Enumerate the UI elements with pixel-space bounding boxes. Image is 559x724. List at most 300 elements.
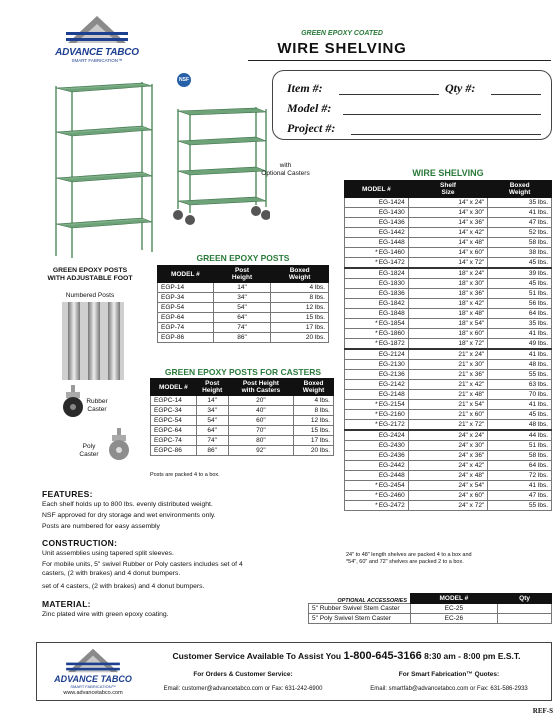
footer-tagline: SMART FABRICATION™ — [70, 684, 116, 689]
weight-cell: 4 lbs. — [294, 396, 334, 406]
casters-caption: with Optional Casters — [261, 162, 310, 177]
size-cell: 18" x 36" — [408, 289, 488, 299]
table-row — [345, 360, 552, 370]
weight-cell: 45 lbs. — [488, 258, 552, 269]
model-cell: EGP-54 — [158, 303, 214, 313]
table-row — [345, 491, 552, 501]
quotes-title: For Smart Fabrication™ Quotes: — [398, 671, 500, 678]
table-row — [158, 313, 329, 323]
model-cell — [345, 481, 409, 491]
size-cell: 24" x 54" — [408, 481, 488, 491]
table-row — [345, 329, 552, 339]
casters-table-body — [151, 396, 334, 456]
model-number: EG-1848 — [378, 310, 405, 317]
table-row — [345, 390, 552, 400]
features-heading: FEATURES: — [42, 489, 93, 499]
weight-cell: 20 lbs. — [271, 333, 329, 343]
accessories-table-body — [309, 604, 552, 624]
numbered-posts-label: Numbered Posts — [65, 292, 115, 299]
model-cell — [345, 329, 409, 339]
features-line-3: Posts are numbered for easy assembly — [42, 523, 160, 530]
weight-cell: 35 lbs. — [488, 319, 552, 329]
size-cell: 21" x 72" — [408, 420, 488, 431]
footer-brand: ADVANCE TABCO — [54, 674, 132, 684]
weight-cell: 8 lbs. — [294, 406, 334, 416]
size-cell: 24" x 36" — [408, 451, 488, 461]
casters-col-height-casters: Post Height with Casters — [228, 379, 294, 396]
model-cell — [345, 501, 409, 511]
model-number: EG-2472 — [378, 502, 405, 509]
posts-table-body — [158, 283, 329, 343]
poly-caster-label: Poly Caster — [79, 443, 99, 458]
model-cell — [345, 248, 409, 258]
height-cell: 14" — [196, 396, 228, 406]
model-number: EG-1436 — [378, 219, 405, 226]
model-cell: EGP-86 — [158, 333, 214, 343]
size-cell: 18" x 48" — [408, 309, 488, 319]
size-cell: 24" x 24" — [408, 430, 488, 441]
model-cell: EGPC-74 — [151, 436, 197, 446]
accessory-qty-input[interactable] — [498, 604, 552, 614]
height-casters-cell: 20" — [228, 396, 294, 406]
footer-website[interactable]: www.advancetabco.com — [63, 690, 123, 696]
table-row — [345, 238, 552, 248]
weight-cell: 45 lbs. — [488, 279, 552, 289]
height-cell: 86" — [213, 333, 271, 343]
table-row — [158, 333, 329, 343]
weight-cell: 12 lbs. — [294, 416, 334, 426]
model-cell — [345, 339, 409, 350]
weight-cell: 41 lbs. — [488, 400, 552, 410]
posts-table-title: GREEN EPOXY POSTS — [196, 253, 290, 263]
accessory-desc-cell: 5" Poly Swivel Stem Caster — [309, 614, 411, 624]
table-row — [151, 446, 334, 456]
model-cell: EGP-74 — [158, 323, 214, 333]
size-cell: 21" x 30" — [408, 360, 488, 370]
height-cell: 64" — [196, 426, 228, 436]
quotes-contact[interactable]: Email: smartfab@advancetabco.com or Fax: 631-586-2933 — [370, 686, 528, 692]
weight-cell: 35 lbs. — [488, 198, 552, 208]
shelving-table-title: WIRE SHELVING — [412, 168, 484, 178]
model-number: EG-2160 — [378, 411, 405, 418]
model-number: EG-1824 — [378, 270, 405, 277]
model-cell — [345, 289, 409, 299]
page-subtitle: GREEN EPOXY COATED — [301, 30, 383, 37]
weight-cell: 49 lbs. — [488, 339, 552, 350]
construction-line-3: set of 4 casters, (2 with brakes) and 4 donut bumpers. — [42, 583, 205, 590]
numbered-posts-image — [62, 302, 124, 380]
size-cell: 24" x 72" — [408, 501, 488, 511]
height-cell: 54" — [213, 303, 271, 313]
weight-cell: 72 lbs. — [488, 471, 552, 481]
weight-cell: 4 lbs. — [271, 283, 329, 293]
height-casters-cell: 40" — [228, 406, 294, 416]
weight-cell: 64 lbs. — [488, 461, 552, 471]
weight-cell: 47 lbs. — [488, 218, 552, 228]
shelving-col-weight: Boxed Weight — [488, 181, 552, 198]
model-label: Model #: — [287, 101, 332, 115]
weight-cell: 41 lbs. — [488, 349, 552, 360]
model-number: EG-2442 — [378, 462, 405, 469]
weight-cell: 47 lbs. — [488, 491, 552, 501]
model-cell — [345, 218, 409, 228]
weight-cell: 64 lbs. — [488, 309, 552, 319]
weight-cell: 45 lbs. — [488, 410, 552, 420]
two-per-box-marker: * — [375, 482, 378, 489]
size-cell: 14" x 60" — [408, 248, 488, 258]
model-number: EG-2136 — [378, 371, 405, 378]
item-label: Item #: — [287, 81, 323, 95]
logo-mark-icon — [66, 14, 128, 44]
model-number: EG-2154 — [378, 401, 405, 408]
size-cell: 18" x 60" — [408, 329, 488, 339]
model-cell: EGP-14 — [158, 283, 214, 293]
two-per-box-marker: * — [375, 330, 378, 337]
features-line-1: Each shelf holds up to 800 lbs. evenly distributed weight. — [42, 501, 213, 508]
shelving-note-1: 24" to 48" length shelves are packed 4 to a box and — [346, 552, 472, 558]
title-divider — [248, 60, 551, 61]
size-cell: 18" x 42" — [408, 299, 488, 309]
model-number: EG-1472 — [378, 259, 405, 266]
weight-cell: 44 lbs. — [488, 430, 552, 441]
weight-cell: 58 lbs. — [488, 451, 552, 461]
size-cell: 14" x 24" — [408, 198, 488, 208]
height-cell: 14" — [213, 283, 271, 293]
weight-cell: 70 lbs. — [488, 390, 552, 400]
model-cell — [345, 238, 409, 248]
customer-service-line — [144, 650, 549, 662]
casters-col-model: MODEL # — [151, 379, 197, 396]
model-cell — [345, 400, 409, 410]
table-row — [345, 349, 552, 360]
table-row — [158, 293, 329, 303]
accessories-label: OPTIONAL ACCESSORIES — [337, 598, 407, 604]
weight-cell: 41 lbs. — [488, 208, 552, 218]
model-number: EG-1460 — [378, 249, 405, 256]
two-per-box-marker: * — [375, 259, 378, 266]
casters-table — [150, 378, 334, 456]
size-cell: 21" x 48" — [408, 390, 488, 400]
project-field[interactable] — [351, 134, 541, 135]
table-row — [151, 436, 334, 446]
model-cell — [345, 349, 409, 360]
model-cell — [345, 299, 409, 309]
item-info-box — [272, 70, 552, 140]
size-cell: 24" x 48" — [408, 471, 488, 481]
weight-cell: 41 lbs. — [488, 329, 552, 339]
project-label: Project #: — [287, 121, 336, 135]
weight-cell: 12 lbs. — [271, 303, 329, 313]
table-row — [345, 228, 552, 238]
table-row — [345, 420, 552, 431]
size-cell: 18" x 30" — [408, 279, 488, 289]
weight-cell: 41 lbs. — [488, 481, 552, 491]
rubber-caster-label: Rubber Caster — [86, 398, 108, 413]
accessory-model-cell: EC-26 — [410, 614, 498, 624]
table-row — [151, 406, 334, 416]
posts-col-weight: Boxed Weight — [271, 266, 329, 283]
model-cell — [345, 491, 409, 501]
material-line: Zinc plated wire with green epoxy coating. — [42, 611, 169, 618]
model-number: EG-1442 — [378, 229, 405, 236]
table-row — [345, 258, 552, 269]
weight-cell: 48 lbs. — [488, 420, 552, 431]
weight-cell: 51 lbs. — [488, 441, 552, 451]
model-cell: EGPC-14 — [151, 396, 197, 406]
model-number: EG-2436 — [378, 452, 405, 459]
construction-heading: CONSTRUCTION: — [42, 538, 118, 548]
size-cell: 24" x 42" — [408, 461, 488, 471]
model-cell — [345, 461, 409, 471]
model-number: EG-2424 — [378, 432, 405, 439]
item-field[interactable] — [339, 94, 439, 95]
weight-cell: 15 lbs. — [294, 426, 334, 436]
model-number: EG-1830 — [378, 280, 405, 287]
model-cell — [345, 258, 409, 269]
table-row — [151, 396, 334, 406]
model-number: EG-1448 — [378, 239, 405, 246]
model-number: EG-1854 — [378, 320, 405, 327]
material-heading: MATERIAL: — [42, 599, 91, 609]
accessories-col-qty: Qty — [498, 594, 552, 604]
casters-col-weight: Boxed Weight — [294, 379, 334, 396]
model-cell — [345, 268, 409, 279]
shelving-table — [344, 180, 552, 511]
casters-table-title: GREEN EPOXY POSTS FOR CASTERS — [164, 367, 322, 377]
model-number: EG-1836 — [378, 290, 405, 297]
weight-cell: 55 lbs. — [488, 370, 552, 380]
weight-cell: 58 lbs. — [488, 238, 552, 248]
weight-cell: 8 lbs. — [271, 293, 329, 303]
weight-cell: 51 lbs. — [488, 289, 552, 299]
height-cell: 64" — [213, 313, 271, 323]
reference-code: REF-S — [532, 707, 553, 715]
features-line-2: NSF approved for dry storage and wet environments only. — [42, 512, 216, 519]
accessory-qty-input[interactable] — [498, 614, 552, 624]
size-cell: 21" x 24" — [408, 349, 488, 360]
size-cell: 14" x 30" — [408, 208, 488, 218]
weight-cell: 38 lbs. — [488, 248, 552, 258]
weight-cell: 52 lbs. — [488, 228, 552, 238]
model-field[interactable] — [343, 114, 541, 115]
posts-table — [157, 265, 329, 343]
table-row — [345, 218, 552, 228]
weight-cell: 17 lbs. — [271, 323, 329, 333]
table-row — [158, 283, 329, 293]
casters-note: Posts are packed 4 to a box. — [150, 472, 220, 478]
model-number: EG-2172 — [378, 421, 405, 428]
model-number: EG-2460 — [378, 492, 405, 499]
table-row — [345, 451, 552, 461]
table-row — [345, 289, 552, 299]
model-cell: EGP-34 — [158, 293, 214, 303]
model-cell — [345, 228, 409, 238]
model-cell: EGPC-64 — [151, 426, 197, 436]
height-cell: 34" — [213, 293, 271, 303]
two-per-box-marker: * — [375, 340, 378, 347]
model-cell: EGPC-34 — [151, 406, 197, 416]
two-per-box-marker: * — [375, 249, 378, 256]
model-number: EG-1860 — [378, 330, 405, 337]
size-cell: 21" x 36" — [408, 370, 488, 380]
service-text: Customer Service Available To Assist You — [172, 651, 342, 661]
orders-title: For Orders & Customer Service: — [193, 671, 293, 678]
advance-tabco-logo — [42, 14, 152, 62]
footer-logo-mark-icon — [65, 647, 121, 673]
model-cell: EGP-64 — [158, 313, 214, 323]
height-cell: 74" — [213, 323, 271, 333]
table-row — [345, 198, 552, 208]
model-cell — [345, 390, 409, 400]
table-row — [345, 309, 552, 319]
shelving-table-body — [345, 198, 552, 511]
table-row — [345, 208, 552, 218]
height-cell: 74" — [196, 436, 228, 446]
accessories-table — [308, 593, 552, 624]
model-cell — [345, 410, 409, 420]
nsf-badge: NSF — [177, 73, 191, 87]
height-casters-cell: 80" — [228, 436, 294, 446]
footer-box — [36, 642, 552, 701]
model-cell — [345, 430, 409, 441]
casters-col-height: Post Height — [196, 379, 228, 396]
model-number: EG-2148 — [378, 391, 405, 398]
model-cell — [345, 441, 409, 451]
model-cell: EGPC-86 — [151, 446, 197, 456]
orders-contact[interactable]: Email: customer@advancetabco.com or Fax: 631-242-6900 — [163, 686, 323, 692]
height-casters-cell: 60" — [228, 416, 294, 426]
model-number: EG-2454 — [378, 482, 405, 489]
size-cell: 24" x 60" — [408, 491, 488, 501]
table-row — [345, 501, 552, 511]
size-cell: 14" x 72" — [408, 258, 488, 269]
weight-cell: 55 lbs. — [488, 501, 552, 511]
qty-label: Qty #: — [445, 81, 476, 95]
accessories-col-model: MODEL # — [410, 594, 498, 604]
construction-line-1: Unit assemblies using tapered split sleeves. — [42, 550, 174, 557]
posts-col-height: Post Height — [213, 266, 271, 283]
size-cell: 14" x 42" — [408, 228, 488, 238]
model-cell — [345, 420, 409, 431]
two-per-box-marker: * — [375, 492, 378, 499]
size-cell: 21" x 60" — [408, 410, 488, 420]
table-row — [151, 426, 334, 436]
model-number: EG-2142 — [378, 381, 405, 388]
size-cell: 21" x 54" — [408, 400, 488, 410]
model-number: EG-1424 — [378, 199, 405, 206]
height-cell: 54" — [196, 416, 228, 426]
height-casters-cell: 70" — [228, 426, 294, 436]
size-cell: 18" x 24" — [408, 268, 488, 279]
size-cell: 14" x 36" — [408, 218, 488, 228]
table-row — [345, 410, 552, 420]
table-row — [345, 441, 552, 451]
table-row — [158, 323, 329, 333]
model-cell — [345, 370, 409, 380]
shelving-unit-image — [52, 80, 157, 258]
model-cell — [345, 279, 409, 289]
weight-cell: 48 lbs. — [488, 360, 552, 370]
table-row — [345, 380, 552, 390]
weight-cell: 56 lbs. — [488, 299, 552, 309]
construction-line-2: For mobile units, 5" swivel Rubber or Poly casters includes set of 4 casters, (2 with brakes) and 4 donut bumpers. — [42, 561, 243, 577]
size-cell: 18" x 54" — [408, 319, 488, 329]
table-row — [309, 614, 552, 624]
two-per-box-marker: * — [375, 320, 378, 327]
size-cell: 14" x 48" — [408, 238, 488, 248]
size-cell: 24" x 30" — [408, 441, 488, 451]
accessories-col-spacer — [309, 594, 411, 604]
weight-cell: 63 lbs. — [488, 380, 552, 390]
model-number: EG-1872 — [378, 340, 405, 347]
service-phone[interactable]: 1-800-645-3166 — [343, 650, 422, 662]
table-row — [345, 481, 552, 491]
model-cell — [345, 309, 409, 319]
model-cell — [345, 319, 409, 329]
height-cell: 86" — [196, 446, 228, 456]
two-per-box-marker: * — [375, 502, 378, 509]
posts-col-model: MODEL # — [158, 266, 214, 283]
table-row — [345, 319, 552, 329]
model-number: EG-1430 — [378, 209, 405, 216]
two-per-box-marker: * — [375, 401, 378, 408]
two-per-box-marker: * — [375, 421, 378, 428]
table-row — [345, 299, 552, 309]
mobile-shelving-image — [172, 105, 270, 227]
brand-name: ADVANCE TABCO — [55, 47, 139, 58]
poly-caster-image — [106, 428, 132, 462]
shelving-col-model: MODEL # — [345, 181, 409, 198]
qty-field[interactable] — [491, 94, 541, 95]
model-cell — [345, 208, 409, 218]
model-cell — [345, 471, 409, 481]
table-row — [345, 400, 552, 410]
table-row — [345, 248, 552, 258]
height-casters-cell: 92" — [228, 446, 294, 456]
posts-caption-title: GREEN EPOXY POSTS WITH ADJUSTABLE FOOT — [47, 267, 133, 282]
model-number: EG-1842 — [378, 300, 405, 307]
table-row — [345, 268, 552, 279]
weight-cell: 15 lbs. — [271, 313, 329, 323]
table-row — [151, 416, 334, 426]
weight-cell: 20 lbs. — [294, 446, 334, 456]
model-cell — [345, 360, 409, 370]
table-row — [345, 339, 552, 350]
model-number: EG-2448 — [378, 472, 405, 479]
model-cell — [345, 451, 409, 461]
height-cell: 34" — [196, 406, 228, 416]
accessory-model-cell: EC-25 — [410, 604, 498, 614]
table-row — [345, 471, 552, 481]
table-row — [158, 303, 329, 313]
table-row — [345, 430, 552, 441]
footer-logo — [43, 647, 143, 697]
model-number: EG-2430 — [378, 442, 405, 449]
size-cell: 21" x 42" — [408, 380, 488, 390]
page-title: WIRE SHELVING — [277, 40, 407, 57]
table-row — [345, 279, 552, 289]
table-row — [345, 461, 552, 471]
service-hours: 8:30 am - 8:00 pm E.S.T. — [424, 651, 521, 661]
weight-cell: 39 lbs. — [488, 268, 552, 279]
weight-cell: 17 lbs. — [294, 436, 334, 446]
accessory-desc-cell: 5" Rubber Swivel Stem Caster — [309, 604, 411, 614]
brand-tagline: SMART FABRICATION™ — [71, 58, 123, 63]
model-number: EG-2124 — [378, 351, 405, 358]
shelving-note-2: *54", 60" and 72" shelves are packed 2 to a box. — [346, 559, 464, 565]
model-cell: EGPC-54 — [151, 416, 197, 426]
two-per-box-marker: * — [375, 411, 378, 418]
